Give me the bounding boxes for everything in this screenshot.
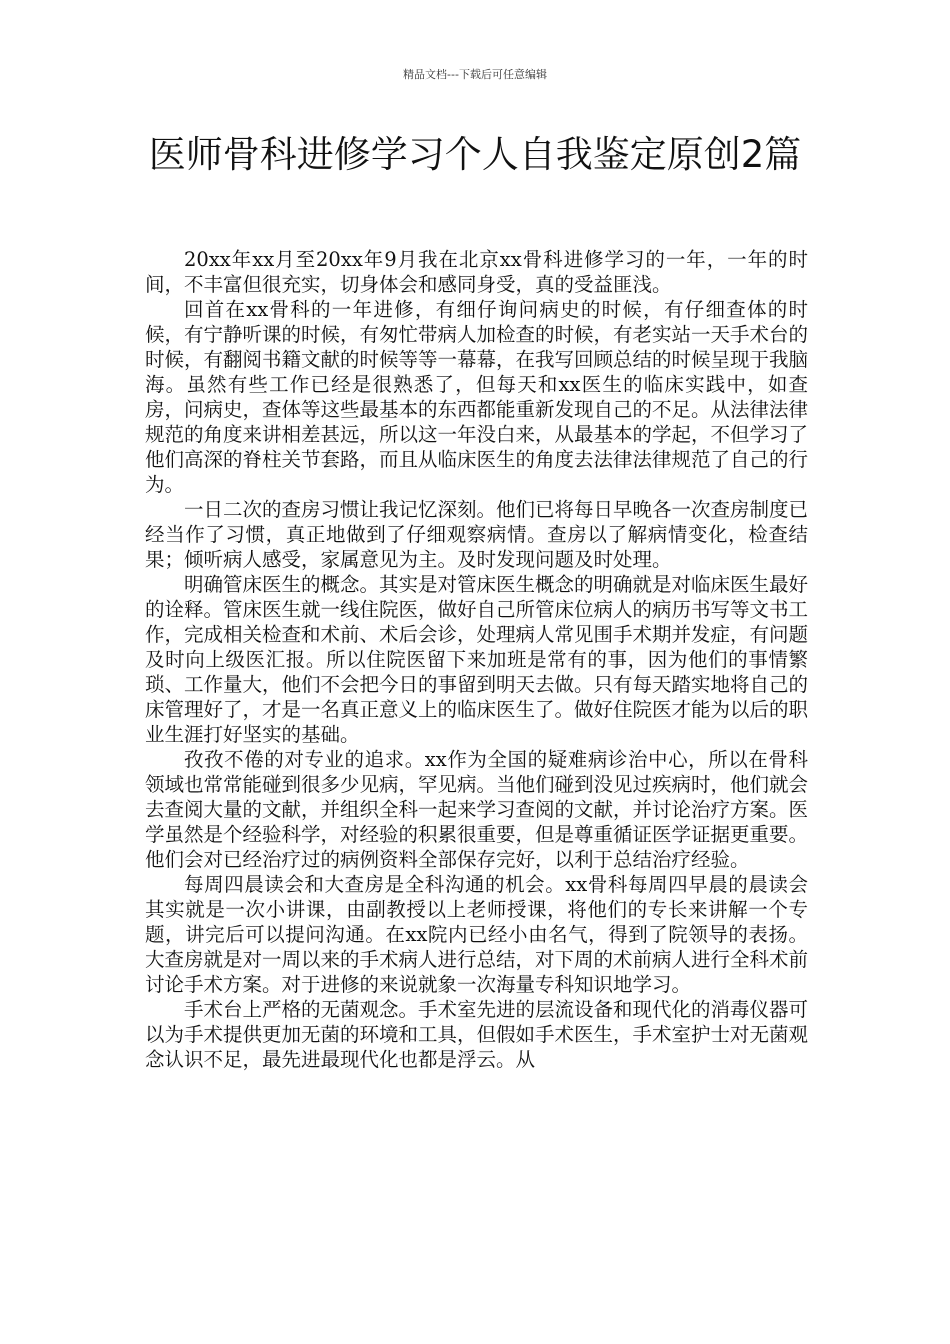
paragraph-6: 每周四晨读会和大查房是全科沟通的机会。xx骨科每周四早晨的晨读会其实就是一次小讲课，由副教授以上老师授课，将他们的专长来讲解一个专题，讲完后可以提问沟通。在xx院内已经小由名气，得到了院领导的表扬。大查房就是对一周以来的手术病人进行总结，对下周的术前病人进行全科术前讨论手术方案。对于进修的来说就象一次海量专科知识地学习。 <box>145 873 809 996</box>
paragraph-2: 回首在xx骨科的一年进修，有细仔询问病史的时候，有仔细查体的时候，有宁静听课的时候，有匆忙带病人加检查的时候，有老实站一天手术台的时候，有翻阅书籍文献的时候等等一幕幕，在我写回顾总结的时候呈现于我脑海。虽然有些工作已经是很熟悉了，但每天和xx医生的临床实践中，如查房，问病史，查体等这些最基本的东西都能重新发现自己的不足。从法律法律规范的角度来讲相差甚远，所以这一年没白来，从最基本的学起，不但学习了他们高深的脊柱关节套路，而且从临床医生的角度去法律法律规范了自己的行为。 <box>145 298 809 496</box>
paragraph-7: 手术台上严格的无菌观念。手术室先进的层流设备和现代化的消毒仪器可以为手术提供更加无菌的环境和工具，但假如手术医生，手术室护士对无菌观念认识不足，最先进最现代化也都是浮云。从 <box>145 998 809 1071</box>
document-body <box>145 247 808 1072</box>
paragraph-3: 一日二次的查房习惯让我记忆深刻。他们已将每日早晚各一次查房制度已经当作了习惯，真正地做到了仔细观察病情。查房以了解病情变化，检查结果；倾听病人感受，家属意见为主。及时发现问题及时处理。 <box>145 498 809 571</box>
page-header: 精品文档---下载后可任意编辑 <box>403 68 547 81</box>
paragraph-5: 孜孜不倦的对专业的追求。xx作为全国的疑难病诊治中心，所以在骨科领域也常常能碰到很多少见病，罕见病。当他们碰到没见过疾病时，他们就会去查阅大量的文献，并组织全科一起来学习查阅的文献，并讨论治疗方案。医学虽然是个经验科学，对经验的积累很重要，但是尊重循证医学证据更重要。他们会对已经治疗过的病例资料全部保存完好，以利于总结治疗经验。 <box>145 748 809 871</box>
document-title: 医师骨科进修学习个人自我鉴定原创2篇 <box>148 133 802 176</box>
paragraph-4: 明确管床医生的概念。其实是对管床医生概念的明确就是对临床医生最好的诠释。管床医生就一线住院医，做好自己所管床位病人的病历书写等文书工作，完成相关检查和术前、术后会诊，处理病人常见围手术期并发症，有问题及时向上级医汇报。所以住院医留下来加班是常有的事，因为他们的事情繁琐、工作量大，他们不会把今日的事留到明天去做。只有每天踏实地将自己的床管理好了，才是一名真正意义上的临床医生了。做好住院医才能为以后的职业生涯打好坚实的基础。 <box>145 573 809 746</box>
paragraph-1: 20xx年xx月至20xx年9月我在北京xx骨科进修学习的一年，一年的时间，不丰富但很充实，切身体会和感同身受，真的受益匪浅。 <box>145 248 808 296</box>
